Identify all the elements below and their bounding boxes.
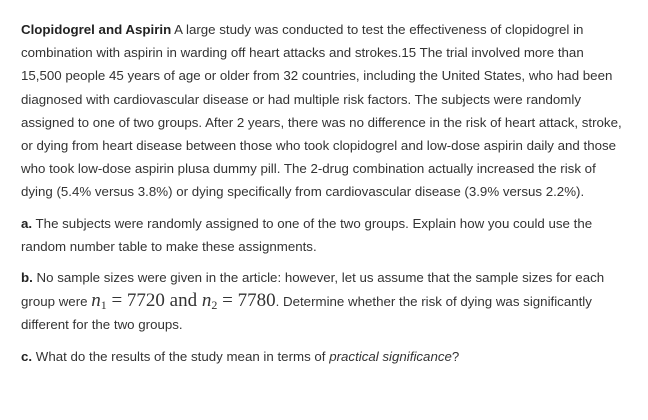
part-c-text-before: What do the results of the study mean in terms of: [32, 348, 330, 364]
intro-paragraph: [21, 18, 628, 204]
part-b-paragraph: [21, 266, 628, 337]
sample-size-equation: [91, 290, 275, 311]
n1-variable: n: [91, 290, 101, 312]
part-c-text-after: ?: [451, 348, 460, 364]
part-a-text: The subjects were randomly assigned to one of the two groups. Explain how you could use the random number table to make these assignments.: [21, 215, 593, 254]
part-b-text-before: No sample sizes were given in the article: however, let us assume that the sample sizes for each group were: [21, 270, 605, 310]
n1-subscript: 1: [100, 298, 107, 313]
n1-value: = 7720 and: [106, 290, 202, 312]
n2-value: = 7780: [217, 290, 276, 312]
part-a-paragraph: [21, 212, 628, 258]
intro-title: Clopidogrel and Aspirin: [21, 22, 172, 37]
part-b-text-after: . Determine whether the risk of dying was significantly different for the two groups.: [21, 294, 592, 333]
part-a-label: a.: [21, 215, 33, 231]
part-c-label: c.: [21, 348, 33, 364]
n2-variable: n: [201, 290, 212, 312]
part-c-paragraph: [21, 345, 628, 368]
practical-significance-term: practical significance: [329, 348, 452, 364]
n2-subscript: 2: [211, 298, 218, 313]
intro-text: A large study was conducted to test the effectiveness of clopidogrel in combination with aspirin in warding off heart attacks and strokes.15 The trial involved more than 15,500 people 45 years of age or older from 32 countries, including the United States, who had been diagnosed with cardiovascular disease or had multiple risk factors. The subjects were randomly assigned to one of two groups. After 2 years, there was no difference in the risk of heart attack, stroke, or dying from heart disease between those who took clopidogrel and low-dose aspirin daily and those who took low-dose aspirin plusa dummy pill. The 2-drug combination actually increased the risk of dying (5.4% versus 3.8%) or dying specifically from cardiovascular disease (3.9% versus 2.2%).: [21, 22, 622, 200]
part-b-label: b.: [21, 270, 33, 286]
